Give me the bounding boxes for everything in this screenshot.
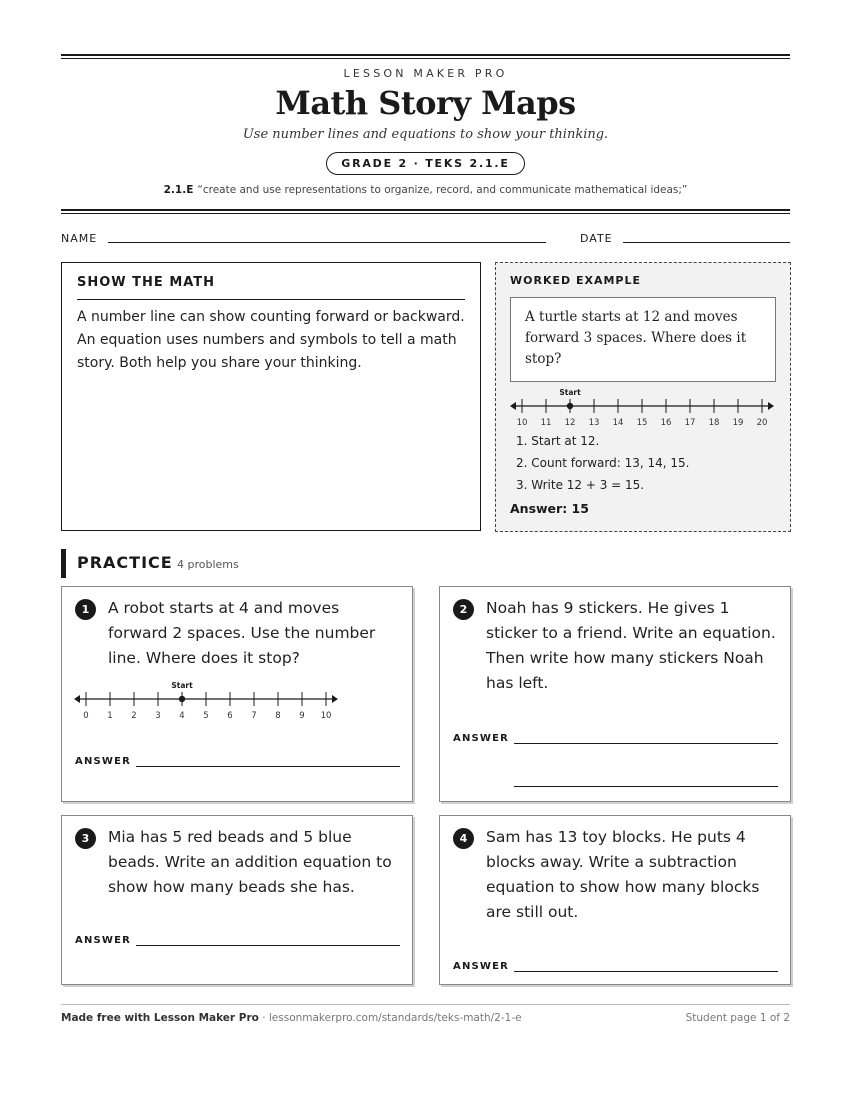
problem-line: show how many beads she has. [108, 878, 355, 896]
brand-name: LESSON MAKER PRO [343, 67, 508, 80]
problem-line: A robot starts at 4 and moves [108, 599, 340, 617]
worked-example-answer: Answer: 15 [510, 501, 589, 516]
problem-line: Mia has 5 red beads and 5 blue [108, 828, 352, 846]
worked-example-number-line [510, 386, 780, 426]
problem-line: Noah has 9 stickers. He gives 1 [486, 599, 730, 617]
right-arrow-icon [768, 402, 774, 410]
problem-line: sticker to a friend. Write an equation. [486, 624, 776, 642]
problem-line: line. Where does it stop? [108, 649, 300, 667]
practice-count: 4 problems [177, 558, 239, 571]
standard-text: “create and use representations to organize, record, and communicate mathematical ideas;” [197, 184, 688, 196]
number-line-tick-label: 12 [564, 418, 576, 426]
worksheet-page [61, 0, 790, 1100]
worked-step: 1. Start at 12. [516, 434, 600, 448]
number-line-tick-label: 3 [155, 711, 161, 719]
problem-card-4 [439, 815, 791, 985]
number-line-tick-label: 17 [684, 418, 696, 426]
problem-line: has left. [486, 674, 549, 692]
problem-text [108, 596, 375, 671]
problem-line: Sam has 13 toy blocks. He puts 4 [486, 828, 746, 846]
number-line-tick-label: 7 [251, 711, 257, 719]
worked-example-box [495, 262, 791, 532]
page-title: Math Story Maps [275, 84, 576, 122]
practice-heading: PRACTICE [77, 553, 173, 572]
right-arrow-icon [332, 695, 338, 703]
footer-page-number: Student page 1 of 2 [685, 1012, 790, 1024]
number-line-tick-label: 19 [732, 418, 744, 426]
name-field[interactable] [108, 242, 546, 243]
worked-step: 3. Write 12 + 3 = 15. [516, 478, 645, 492]
problem-line: equation to show how many blocks [486, 878, 760, 896]
show-the-math-heading: SHOW THE MATH [77, 275, 216, 290]
number-line-tick-label: 8 [275, 711, 281, 719]
header-bottom-rule [61, 209, 790, 214]
footer-rule [61, 1004, 790, 1005]
number-line-tick-label: 9 [299, 711, 305, 719]
practice-accent-bar [61, 549, 66, 578]
problem-number: 1 [75, 599, 96, 620]
problem-line: are still out. [486, 903, 579, 921]
page-subtitle: Use number lines and equations to show your thinking. [242, 127, 609, 142]
problem-text [486, 596, 776, 696]
number-line-tick-label: 1 [107, 711, 113, 719]
problem-line: blocks away. Write a subtraction [486, 853, 737, 871]
answer-label: ANSWER [75, 935, 132, 946]
show-the-math-rule [77, 299, 465, 300]
name-label: NAME [61, 232, 98, 245]
start-marker-icon [179, 696, 185, 702]
problem-line: Then write how many stickers Noah [486, 649, 764, 667]
answer-line[interactable] [514, 743, 778, 744]
standard-line [61, 184, 790, 196]
left-arrow-icon [510, 402, 516, 410]
problem-text [486, 825, 759, 925]
grade-badge: GRADE 2 · TEKS 2.1.E [326, 152, 524, 175]
problem-line: forward 2 spaces. Use the number [108, 624, 376, 642]
number-line-tick-label: 10 [516, 418, 528, 426]
left-arrow-icon [74, 695, 80, 703]
number-line-tick-label: 16 [660, 418, 672, 426]
date-label: DATE [580, 232, 613, 245]
number-line-tick-label: 14 [612, 418, 624, 426]
problem-number: 2 [453, 599, 474, 620]
show-the-math-text: A number line can show counting forward or backward. An equation uses numbers and symbols to tell a math story. Both help you share your thinking. [77, 309, 465, 371]
number-line-tick-label: 0 [83, 711, 89, 719]
answer-label: ANSWER [453, 733, 510, 744]
top-double-rule [61, 54, 790, 59]
number-line-tick-label: 20 [756, 418, 768, 426]
answer-line[interactable] [136, 945, 400, 946]
number-line-tick-label: 2 [131, 711, 137, 719]
worked-example-heading: WORKED EXAMPLE [510, 274, 641, 287]
number-line-tick-label: 4 [179, 711, 185, 719]
answer-label: ANSWER [75, 756, 132, 767]
number-line-tick-label: 5 [203, 711, 209, 719]
footer-made-with: Made free with Lesson Maker Pro [61, 1012, 259, 1024]
problem-number: 4 [453, 828, 474, 849]
standard-code: 2.1.E [163, 184, 194, 196]
number-line-tick-label: 18 [708, 418, 720, 426]
problem-number: 3 [75, 828, 96, 849]
worked-example-steps [516, 430, 689, 496]
answer-label: ANSWER [453, 961, 510, 972]
answer-line[interactable] [136, 766, 400, 767]
problem-card-3 [61, 815, 413, 985]
number-line-tick-label: 11 [540, 418, 552, 426]
start-label: Start [559, 388, 581, 397]
problem-1-number-line [74, 679, 344, 719]
footer-credit [61, 1012, 522, 1024]
problem-line: beads. Write an addition equation to [108, 853, 392, 871]
date-field[interactable] [623, 242, 790, 243]
start-label: Start [171, 681, 193, 690]
answer-line-extra[interactable] [514, 786, 778, 787]
number-line-tick-label: 6 [227, 711, 233, 719]
number-line-tick-label: 13 [588, 418, 600, 426]
worked-example-problem: A turtle starts at 12 and moves forward 3 spaces. Where does it stop? [510, 297, 776, 382]
problem-card-2 [439, 586, 791, 802]
footer-url[interactable]: · lessonmakerpro.com/standards/teks-math/2-1-e [258, 1012, 522, 1024]
problem-card-1 [61, 586, 413, 802]
worked-step: 2. Count forward: 13, 14, 15. [516, 456, 690, 470]
problem-text [108, 825, 392, 900]
number-line-tick-label: 15 [636, 418, 648, 426]
answer-line[interactable] [514, 971, 778, 972]
show-the-math-box [61, 262, 481, 531]
start-marker-icon [567, 403, 573, 409]
number-line-tick-label: 10 [320, 711, 332, 719]
